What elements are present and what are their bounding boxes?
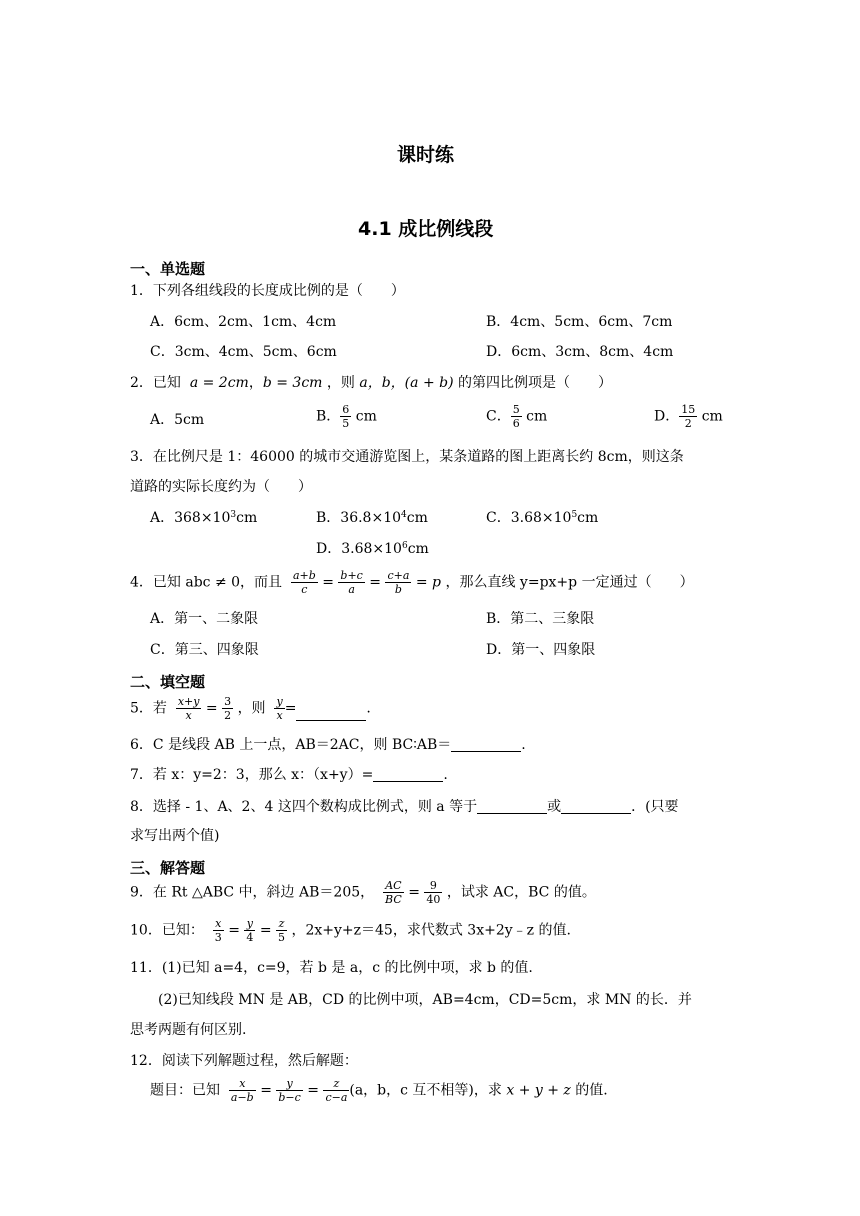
- lesson-title: 4.1 成比例线段: [358, 218, 494, 240]
- q4-option-b: B．第二、三象限: [486, 611, 595, 627]
- question-4-stem: 4．已知 abc ≠ 0，而且 $\frac{a+b}{c}$ = $\frac{b+c}{a}$ = $\frac{c+a}{b}$ = p ，那么直线 y=px+p 一定通过（ ）: [130, 569, 694, 596]
- q2-cond-a: a = 2cm: [189, 375, 249, 391]
- q1-option-a: A．6cm、2cm、1cm、4cm: [150, 314, 337, 330]
- question-8-line-1: 8．选择 - 1、A、2、4 这四个数构成比例式，则 a 等于 或 ．(只要: [130, 799, 679, 815]
- doc-title: 课时练: [397, 144, 455, 166]
- q4-option-d: D．第一、四象限: [486, 642, 596, 658]
- section-answer: 三、解答题: [130, 859, 206, 877]
- question-11-line-3: 思考两题有何区别.: [130, 1022, 247, 1038]
- q2-option-a: A．5cm: [150, 412, 205, 428]
- q3-option-b: B．$36.8\times 10^4cm$: [316, 510, 428, 526]
- q2-tail: 的第四比例项是（ ）: [458, 375, 612, 391]
- question-1-stem: 1．下列各组线段的长度成比例的是（ ）: [130, 283, 405, 299]
- q8-answer-blank-1: [477, 799, 547, 814]
- question-6: 6．C 是线段 AB 上一点，AB＝2AC，则 BC∶AB＝ .: [130, 737, 526, 753]
- section-single-choice: 一、单选题: [130, 260, 206, 278]
- question-11-line-1: 11．(1)已知 a=4，c=9，若 b 是 a，c 的比例中项，求 b 的值.: [130, 960, 533, 976]
- q2-label: 2．已知: [130, 375, 181, 391]
- q2-list: a，b，(a + b): [359, 375, 454, 391]
- q1-option-b: B．4cm、5cm、6cm、7cm: [486, 314, 673, 330]
- question-8-line-2: 求写出两个值): [130, 828, 220, 844]
- q2-option-d: D． $\frac{15}{2}$ cm: [654, 403, 723, 430]
- q2-then: ，则: [326, 375, 355, 391]
- q2-cond-b: b = 3cm: [262, 375, 323, 391]
- q2-option-b: B． $\frac{6}{5}$ cm: [316, 403, 377, 430]
- question-9: 9．在 Rt △ABC 中，斜边 AB＝205， $\frac{AC}{BC}$ = $\frac{9}{40}$ ，试求 AC，BC 的值。: [130, 879, 596, 906]
- q2-option-c: C． $\frac{5}{6}$ cm: [486, 403, 548, 430]
- question-3-line-2: 道路的实际长度约为（ ）: [130, 479, 312, 495]
- question-7: 7．若 x：y=2：3，那么 x：（x+y）= .: [130, 767, 448, 783]
- q8-answer-blank-2: [561, 799, 631, 814]
- q3-option-c: C．$3.68\times 10^5cm$: [486, 510, 599, 526]
- question-12-line-1: 12．阅读下列解题过程，然后解题：: [130, 1053, 358, 1069]
- q7-answer-blank: [373, 767, 443, 782]
- question-10: 10．已知： $\frac{x}{3}$ = $\frac{y}{4}$ = $\frac{z}{5}$ ，2x+y+z＝45，求代数式 3x+2y﹣z 的值.: [130, 917, 571, 944]
- q1-option-c: C．3cm、4cm、5cm、6cm: [150, 344, 337, 360]
- question-11-line-2: (2)已知线段 MN 是 AB，CD 的比例中项，AB=4cm，CD=5cm，求 MN 的长．并: [158, 992, 692, 1008]
- q4-option-a: A．第一、二象限: [150, 611, 259, 627]
- q5-answer-blank: [296, 706, 366, 721]
- q3-option-a: A．$368\times 10^3cm$: [150, 510, 258, 526]
- question-12-problem: 题目：已知 $\frac{x}{a-b}$ = $\frac{y}{b-c}$ = $\frac{z}{c-a}$ (a，b，c 互不相等)，求 x + y + z 的值.: [150, 1077, 608, 1104]
- q1-option-d: D．6cm、3cm、8cm、4cm: [486, 344, 674, 360]
- q3-option-d: D．$3.68\times 10^6cm$: [316, 541, 429, 557]
- q6-answer-blank: [451, 737, 521, 752]
- question-2-stem: 2．已知 a = 2cm，b = 3cm ，则 a，b，(a + b) 的第四比例项是（ ）: [130, 375, 612, 391]
- question-5: 5．若 $\frac{x+y}{x}$ = $\frac{3}{2}$ ，则 $\frac{y}{x}$ = .: [130, 695, 371, 722]
- q4-option-c: C．第三、四象限: [150, 642, 259, 658]
- section-fill-blank: 二、填空题: [130, 673, 206, 691]
- question-3-line-1: 3．在比例尺是 1：46000 的城市交通游览图上，某条道路的图上距离长约 8cm，则这条: [130, 449, 684, 465]
